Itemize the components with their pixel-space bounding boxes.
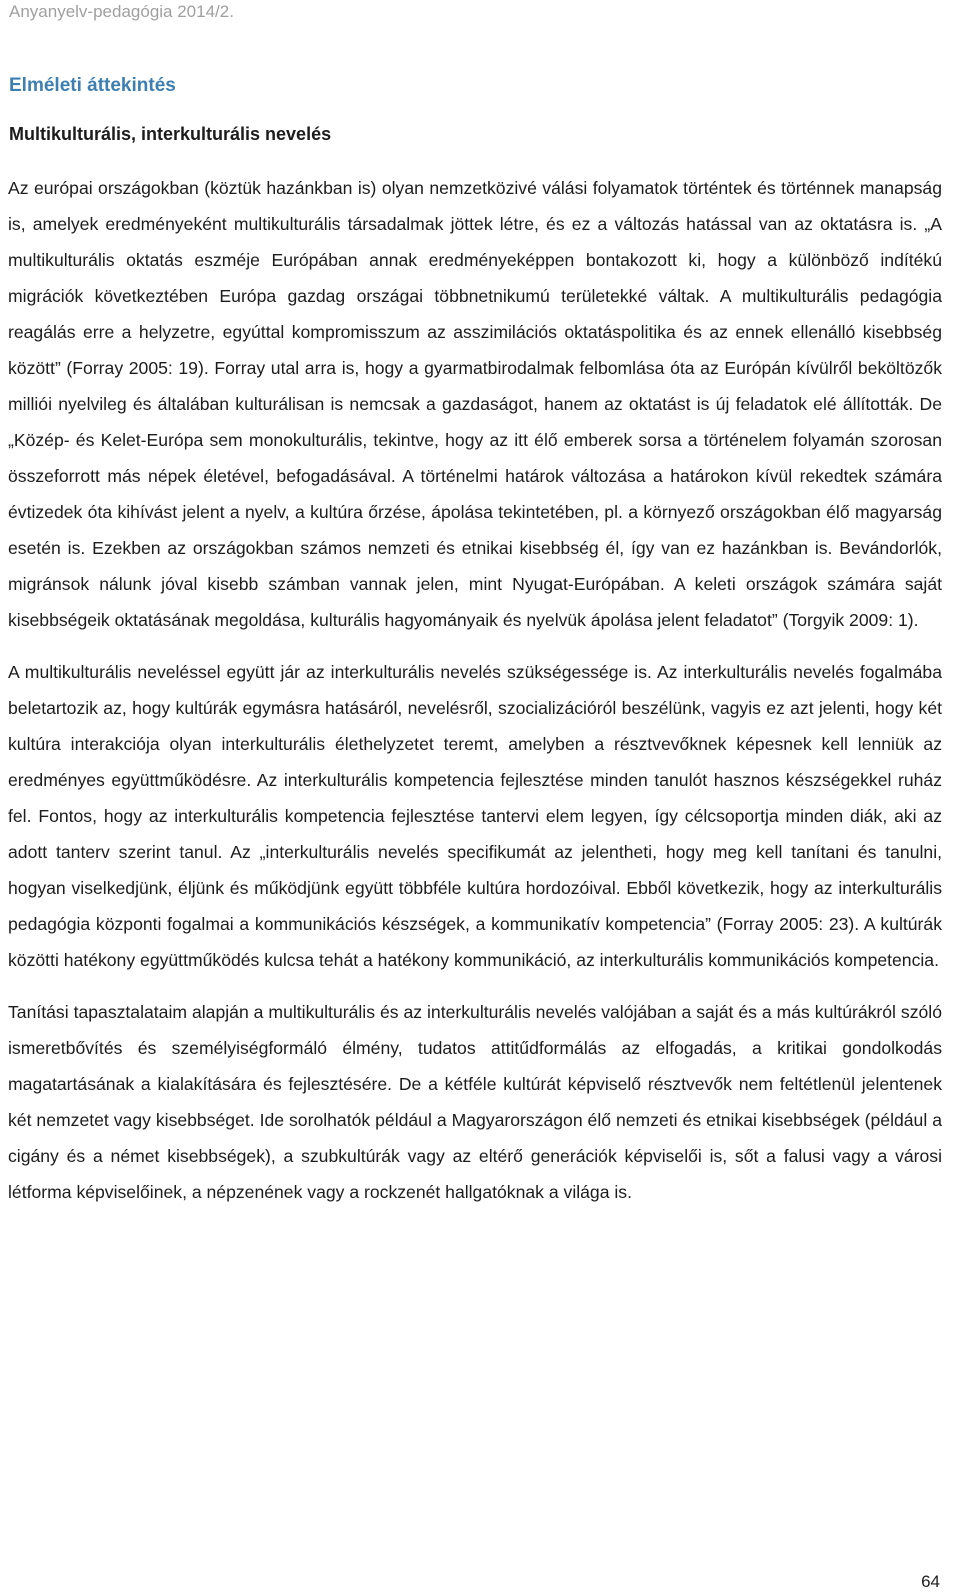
running-header: Anyanyelv-pedagógia 2014/2. (9, 2, 234, 21)
paragraph: Az európai országokban (köztük hazánkban is) olyan nemzetközivé válási folyamatok történtek és történnek manapság is, amelyek eredményeként multikulturális társadalmak jöttek létre, és ez a változás hatással van az oktatásra is. „A multikulturális oktatás eszméje Európában annak eredményeképpen bontakozott ki, hogy a különböző indítékú migrációk következtében Európa gazdag országai többnetnikumú területekké váltak. A multikulturális pedagógia reagálás erre a helyzetre, egyúttal kompromisszum az asszimilációs oktatáspolitika és az ennek ellenálló kisebbség között” (Forray 2005: 19). Forray utal arra is, hogy a gyarmatbirodalmak felbomlása óta az Európán kívülről beköltözők milliói nyelvileg és általában kulturálisan is nemcsak a gazdaságot, hanem az oktatást is új feladatok elé állították. De „Közép- és Kelet-Európa sem monokulturális, tekintve, hogy az itt élő emberek sorsa a történelem folyamán szorosan összeforrott más népek életével, befogadásával. A történelmi határok változása a határokon kívül rekedtek számára évtizedek óta kihívást jelent a nyelv, a kultúra őrzése, ápolása tekintetében, pl. a környező országokban élő magyarság esetén is. Ezekben az országokban számos nemzeti és etnikai kisebbség él, így van ez hazánkban is. Bevándorlók, migránsok nálunk jóval kisebb számban vannak jelen, mint Nyugat-Európában. A keleti országok számára saját kisebbségeik oktatásának megoldása, kulturális hagyományaik és nyelvük ápolása jelent feladatot” (Torgyik 2009: 1). (8, 178, 942, 630)
section-title: Elméleti áttekintés (9, 75, 176, 96)
page-number: 64 (921, 1572, 940, 1591)
paragraph: Tanítási tapasztalataim alapján a multikulturális és az interkulturális nevelés valójában a saját és a más kultúrákról szóló ismeretbővítés és személyiségformáló élmény, tudatos attitűdformálás az elfogadás, a kritikai gondolkodás magatartásának a kialakítására és fejlesztésére. De a kétféle kultúrát képviselő résztvevők nem feltétlenül jelentenek két nemzetet vagy kisebbséget. Ide sorolhatók például a Magyarországon élő nemzeti és etnikai kisebbségek (például a cigány és a német kisebbségek), a szubkultúrák vagy az eltérő generációk képviselői is, sőt a falusi vagy a városi létforma képviselőinek, a népzenének vagy a rockzenét hallgatóknak a világa is. (8, 1002, 942, 1202)
subsection-title: Multikulturális, interkulturális nevelés (9, 124, 332, 144)
paragraph: A multikulturális neveléssel együtt jár az interkulturális nevelés szükségessége is. Az interkulturális nevelés fogalmába beletartozik az, hogy kultúrák egymásra hatásáról, nevelésről, szocializációról beszélünk, vagyis ez azt jelenti, hogy két kultúra interakciója olyan interkulturális élethelyzetet teremt, amelyben a résztvevőknek képesnek kell lenniük az eredményes együttműködésre. Az interkulturális kompetencia fejlesztése minden tanulót hasznos készségekkel ruház fel. Fontos, hogy az interkulturális kompetencia fejlesztése tantervi elem legyen, így célcsoportja minden diák, aki az adott tanterv szerint tanul. Az „interkulturális nevelés specifikumát az jelentheti, hogy meg kell tanítani és tanulni, hogyan viselkedjünk, éljünk és működjünk együtt többféle kultúra hordozóival. Ebből következik, hogy az interkulturális pedagógia központi fogalmai a kommunikációs készségek, a kommunikatív kompetencia” (Forray 2005: 23). A kultúrák közötti hatékony együttműködés kulcsa tehát a hatékony kommunikáció, az interkulturális kommunikációs kompetencia. (8, 662, 942, 970)
body-text (8, 170, 942, 1226)
